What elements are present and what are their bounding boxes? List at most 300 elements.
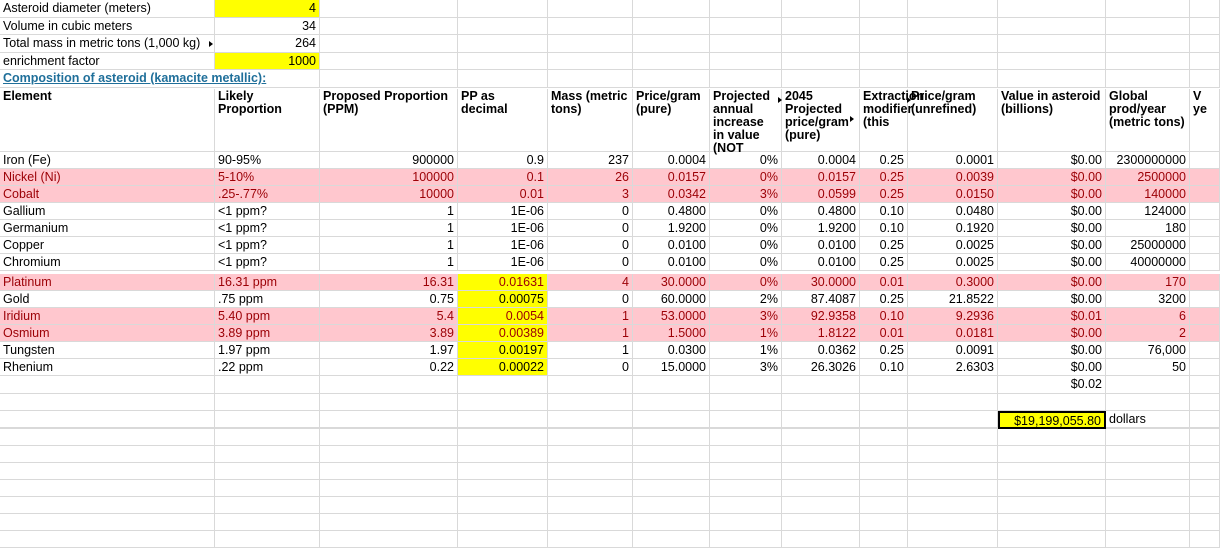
- empty-cell[interactable]: [1190, 342, 1220, 359]
- empty-cell[interactable]: [1190, 531, 1220, 548]
- empty-cell[interactable]: [1190, 220, 1220, 237]
- cell-ext[interactable]: [860, 325, 908, 342]
- empty-cell[interactable]: [458, 0, 548, 18]
- empty-cell[interactable]: [998, 70, 1106, 88]
- cell-p2045[interactable]: [782, 342, 860, 359]
- cell-unref[interactable]: [908, 291, 998, 308]
- cell-element[interactable]: [0, 152, 215, 169]
- empty-cell[interactable]: [633, 376, 710, 394]
- empty-cell[interactable]: [320, 18, 458, 36]
- param-label[interactable]: [0, 18, 215, 36]
- empty-cell[interactable]: [1190, 446, 1220, 463]
- cell-ppm[interactable]: [320, 254, 458, 271]
- cell-inc[interactable]: [710, 274, 782, 291]
- empty-cell[interactable]: [998, 446, 1106, 463]
- empty-cell[interactable]: [458, 70, 548, 88]
- empty-cell[interactable]: [633, 394, 710, 411]
- cell-inc[interactable]: [710, 254, 782, 271]
- cell-element[interactable]: [0, 220, 215, 237]
- empty-cell[interactable]: [782, 0, 860, 18]
- empty-cell[interactable]: [860, 480, 908, 497]
- empty-cell[interactable]: [1190, 0, 1220, 18]
- empty-cell[interactable]: [998, 463, 1106, 480]
- cell-price[interactable]: [633, 169, 710, 186]
- empty-cell[interactable]: [1106, 463, 1190, 480]
- cell-pp[interactable]: [458, 291, 548, 308]
- cell-mass[interactable]: [548, 186, 633, 203]
- cell-price[interactable]: [633, 254, 710, 271]
- empty-cell[interactable]: [860, 70, 908, 88]
- empty-cell[interactable]: [1190, 376, 1220, 394]
- column-header[interactable]: [908, 89, 998, 152]
- empty-cell[interactable]: [0, 446, 215, 463]
- cell-prod[interactable]: [1106, 169, 1190, 186]
- empty-cell[interactable]: [458, 497, 548, 514]
- cell-unref[interactable]: [908, 342, 998, 359]
- empty-cell[interactable]: [458, 463, 548, 480]
- empty-cell[interactable]: [998, 18, 1106, 36]
- empty-cell[interactable]: [998, 480, 1106, 497]
- empty-cell[interactable]: [548, 18, 633, 36]
- empty-cell[interactable]: [1106, 53, 1190, 71]
- cell-mass[interactable]: [548, 359, 633, 376]
- cell-mass[interactable]: [548, 254, 633, 271]
- cell-inc[interactable]: [710, 291, 782, 308]
- empty-cell[interactable]: [548, 70, 633, 88]
- empty-cell[interactable]: [860, 411, 908, 429]
- empty-cell[interactable]: [320, 463, 458, 480]
- cell-element[interactable]: [0, 186, 215, 203]
- cell-likely[interactable]: [215, 359, 320, 376]
- cell-p2045[interactable]: [782, 237, 860, 254]
- empty-cell[interactable]: [1106, 531, 1190, 548]
- empty-cell[interactable]: [908, 394, 998, 411]
- composition-title[interactable]: [0, 70, 320, 88]
- cell-inc[interactable]: [710, 186, 782, 203]
- empty-cell[interactable]: [0, 531, 215, 548]
- empty-cell[interactable]: [320, 376, 458, 394]
- empty-cell[interactable]: [998, 531, 1106, 548]
- empty-cell[interactable]: [633, 35, 710, 53]
- empty-cell[interactable]: [908, 531, 998, 548]
- cell-inc[interactable]: [710, 169, 782, 186]
- cell-inc[interactable]: [710, 203, 782, 220]
- empty-cell[interactable]: [1190, 394, 1220, 411]
- empty-cell[interactable]: [860, 35, 908, 53]
- cell-pp[interactable]: [458, 152, 548, 169]
- cell-mass[interactable]: [548, 274, 633, 291]
- empty-cell[interactable]: [548, 411, 633, 429]
- empty-cell[interactable]: [633, 446, 710, 463]
- empty-cell[interactable]: [1190, 274, 1220, 291]
- column-header[interactable]: [0, 89, 215, 152]
- cell-element[interactable]: [0, 254, 215, 271]
- cell-unref[interactable]: [908, 308, 998, 325]
- empty-cell[interactable]: [458, 411, 548, 429]
- cell-price[interactable]: [633, 220, 710, 237]
- empty-cell[interactable]: [458, 35, 548, 53]
- empty-cell[interactable]: [320, 0, 458, 18]
- cell-mass[interactable]: [548, 220, 633, 237]
- empty-cell[interactable]: [0, 376, 215, 394]
- total-value[interactable]: [998, 376, 1106, 394]
- cell-value[interactable]: [998, 325, 1106, 342]
- cell-inc[interactable]: [710, 342, 782, 359]
- empty-cell[interactable]: [710, 18, 782, 36]
- empty-cell[interactable]: [0, 514, 215, 531]
- cell-ext[interactable]: [860, 291, 908, 308]
- cell-ext[interactable]: [860, 203, 908, 220]
- empty-cell[interactable]: [860, 429, 908, 446]
- empty-cell[interactable]: [633, 53, 710, 71]
- empty-cell[interactable]: [710, 35, 782, 53]
- empty-cell[interactable]: [215, 514, 320, 531]
- empty-cell[interactable]: [1106, 394, 1190, 411]
- cell-ppm[interactable]: [320, 152, 458, 169]
- cell-element[interactable]: [0, 237, 215, 254]
- empty-cell[interactable]: [782, 35, 860, 53]
- cell-likely[interactable]: [215, 220, 320, 237]
- empty-cell[interactable]: [458, 531, 548, 548]
- cell-ppm[interactable]: [320, 220, 458, 237]
- empty-cell[interactable]: [1190, 411, 1220, 429]
- empty-cell[interactable]: [1190, 18, 1220, 36]
- empty-cell[interactable]: [860, 514, 908, 531]
- empty-cell[interactable]: [1106, 446, 1190, 463]
- cell-ext[interactable]: [860, 342, 908, 359]
- cell-mass[interactable]: [548, 291, 633, 308]
- empty-cell[interactable]: [548, 446, 633, 463]
- empty-cell[interactable]: [215, 446, 320, 463]
- empty-cell[interactable]: [860, 446, 908, 463]
- param-label[interactable]: [0, 0, 215, 18]
- empty-cell[interactable]: [0, 429, 215, 446]
- empty-cell[interactable]: [908, 429, 998, 446]
- empty-cell[interactable]: [782, 446, 860, 463]
- empty-cell[interactable]: [908, 35, 998, 53]
- empty-cell[interactable]: [1106, 0, 1190, 18]
- empty-cell[interactable]: [320, 446, 458, 463]
- empty-cell[interactable]: [1190, 480, 1220, 497]
- empty-cell[interactable]: [860, 497, 908, 514]
- cell-p2045[interactable]: [782, 325, 860, 342]
- empty-cell[interactable]: [710, 394, 782, 411]
- empty-cell[interactable]: [908, 497, 998, 514]
- cell-prod[interactable]: [1106, 203, 1190, 220]
- empty-cell[interactable]: [215, 394, 320, 411]
- empty-cell[interactable]: [458, 18, 548, 36]
- cell-inc[interactable]: [710, 308, 782, 325]
- cell-ext[interactable]: [860, 274, 908, 291]
- empty-cell[interactable]: [458, 53, 548, 71]
- cell-p2045[interactable]: [782, 254, 860, 271]
- empty-cell[interactable]: [215, 497, 320, 514]
- cell-prod[interactable]: [1106, 291, 1190, 308]
- cell-likely[interactable]: [215, 237, 320, 254]
- cell-ppm[interactable]: [320, 359, 458, 376]
- empty-cell[interactable]: [320, 35, 458, 53]
- cell-unref[interactable]: [908, 203, 998, 220]
- cell-value[interactable]: [998, 186, 1106, 203]
- empty-cell[interactable]: [710, 411, 782, 429]
- cell-value[interactable]: [998, 274, 1106, 291]
- empty-cell[interactable]: [1190, 514, 1220, 531]
- empty-cell[interactable]: [860, 18, 908, 36]
- empty-cell[interactable]: [860, 394, 908, 411]
- cell-mass[interactable]: [548, 342, 633, 359]
- empty-cell[interactable]: [908, 53, 998, 71]
- empty-cell[interactable]: [1190, 152, 1220, 169]
- empty-cell[interactable]: [1190, 463, 1220, 480]
- cell-ext[interactable]: [860, 169, 908, 186]
- cell-prod[interactable]: [1106, 186, 1190, 203]
- cell-price[interactable]: [633, 203, 710, 220]
- empty-cell[interactable]: [1190, 186, 1220, 203]
- column-header[interactable]: [998, 89, 1106, 152]
- empty-cell[interactable]: [782, 376, 860, 394]
- empty-cell[interactable]: [0, 497, 215, 514]
- empty-cell[interactable]: [998, 35, 1106, 53]
- cell-unref[interactable]: [908, 237, 998, 254]
- cell-element[interactable]: [0, 359, 215, 376]
- cell-unref[interactable]: [908, 220, 998, 237]
- cell-mass[interactable]: [548, 237, 633, 254]
- empty-cell[interactable]: [633, 429, 710, 446]
- cell-ppm[interactable]: [320, 237, 458, 254]
- empty-cell[interactable]: [1190, 291, 1220, 308]
- empty-cell[interactable]: [782, 480, 860, 497]
- cell-unref[interactable]: [908, 325, 998, 342]
- cell-likely[interactable]: [215, 274, 320, 291]
- empty-cell[interactable]: [710, 497, 782, 514]
- empty-cell[interactable]: [782, 514, 860, 531]
- empty-cell[interactable]: [633, 411, 710, 429]
- param-value[interactable]: [215, 18, 320, 36]
- empty-cell[interactable]: [1106, 70, 1190, 88]
- empty-cell[interactable]: [1190, 359, 1220, 376]
- cell-likely[interactable]: [215, 291, 320, 308]
- empty-cell[interactable]: [1106, 514, 1190, 531]
- param-value[interactable]: [215, 35, 320, 53]
- empty-cell[interactable]: [908, 463, 998, 480]
- empty-cell[interactable]: [1190, 35, 1220, 53]
- cell-unref[interactable]: [908, 254, 998, 271]
- cell-unref[interactable]: [908, 152, 998, 169]
- cell-ext[interactable]: [860, 186, 908, 203]
- cell-prod[interactable]: [1106, 220, 1190, 237]
- cell-ppm[interactable]: [320, 342, 458, 359]
- empty-cell[interactable]: [1190, 53, 1220, 71]
- empty-cell[interactable]: [1190, 254, 1220, 271]
- cell-likely[interactable]: [215, 254, 320, 271]
- cell-p2045[interactable]: [782, 186, 860, 203]
- empty-cell[interactable]: [710, 429, 782, 446]
- empty-cell[interactable]: [998, 514, 1106, 531]
- empty-cell[interactable]: [1190, 308, 1220, 325]
- empty-cell[interactable]: [908, 411, 998, 429]
- empty-cell[interactable]: [782, 429, 860, 446]
- empty-cell[interactable]: [548, 53, 633, 71]
- param-label[interactable]: [0, 35, 215, 53]
- empty-cell[interactable]: [782, 463, 860, 480]
- column-header[interactable]: [548, 89, 633, 152]
- empty-cell[interactable]: [320, 480, 458, 497]
- empty-cell[interactable]: [1106, 429, 1190, 446]
- cell-value[interactable]: [998, 220, 1106, 237]
- empty-cell[interactable]: [548, 463, 633, 480]
- cell-mass[interactable]: [548, 152, 633, 169]
- empty-cell[interactable]: [782, 394, 860, 411]
- cell-price[interactable]: [633, 274, 710, 291]
- param-label[interactable]: [0, 53, 215, 71]
- column-header[interactable]: [860, 89, 925, 152]
- cell-likely[interactable]: [215, 325, 320, 342]
- cell-element[interactable]: [0, 308, 215, 325]
- empty-cell[interactable]: [860, 0, 908, 18]
- empty-cell[interactable]: [320, 531, 458, 548]
- cell-p2045[interactable]: [782, 203, 860, 220]
- empty-cell[interactable]: [1190, 70, 1220, 88]
- cell-ext[interactable]: [860, 308, 908, 325]
- empty-cell[interactable]: [782, 70, 860, 88]
- column-header[interactable]: [1190, 89, 1220, 152]
- empty-cell[interactable]: [1190, 203, 1220, 220]
- cell-pp[interactable]: [458, 220, 548, 237]
- cell-value[interactable]: [998, 169, 1106, 186]
- empty-cell[interactable]: [908, 376, 998, 394]
- empty-cell[interactable]: [1106, 18, 1190, 36]
- empty-cell[interactable]: [458, 480, 548, 497]
- empty-cell[interactable]: [215, 480, 320, 497]
- cell-mass[interactable]: [548, 308, 633, 325]
- empty-cell[interactable]: [1106, 480, 1190, 497]
- empty-cell[interactable]: [998, 53, 1106, 71]
- empty-cell[interactable]: [548, 376, 633, 394]
- empty-cell[interactable]: [320, 70, 458, 88]
- empty-cell[interactable]: [860, 53, 908, 71]
- empty-cell[interactable]: [320, 411, 458, 429]
- cell-likely[interactable]: [215, 169, 320, 186]
- cell-p2045[interactable]: [782, 359, 860, 376]
- cell-pp[interactable]: [458, 203, 548, 220]
- empty-cell[interactable]: [215, 429, 320, 446]
- cell-ppm[interactable]: [320, 308, 458, 325]
- cell-ppm[interactable]: [320, 186, 458, 203]
- empty-cell[interactable]: [1106, 376, 1190, 394]
- cell-ppm[interactable]: [320, 291, 458, 308]
- empty-cell[interactable]: [860, 463, 908, 480]
- cell-pp[interactable]: [458, 359, 548, 376]
- empty-cell[interactable]: [0, 411, 215, 429]
- empty-cell[interactable]: [1190, 429, 1220, 446]
- cell-likely[interactable]: [215, 152, 320, 169]
- empty-cell[interactable]: [710, 514, 782, 531]
- empty-cell[interactable]: [782, 531, 860, 548]
- cell-price[interactable]: [633, 152, 710, 169]
- cell-likely[interactable]: [215, 342, 320, 359]
- empty-cell[interactable]: [1106, 497, 1190, 514]
- empty-cell[interactable]: [548, 35, 633, 53]
- empty-cell[interactable]: [998, 394, 1106, 411]
- cell-prod[interactable]: [1106, 342, 1190, 359]
- cell-unref[interactable]: [908, 359, 998, 376]
- cell-element[interactable]: [0, 342, 215, 359]
- empty-cell[interactable]: [710, 531, 782, 548]
- empty-cell[interactable]: [548, 394, 633, 411]
- cell-mass[interactable]: [548, 169, 633, 186]
- cell-inc[interactable]: [710, 237, 782, 254]
- empty-cell[interactable]: [633, 0, 710, 18]
- cell-likely[interactable]: [215, 186, 320, 203]
- empty-cell[interactable]: [908, 446, 998, 463]
- empty-cell[interactable]: [908, 18, 998, 36]
- empty-cell[interactable]: [710, 0, 782, 18]
- cell-element[interactable]: [0, 274, 215, 291]
- cell-pp[interactable]: [458, 308, 548, 325]
- cell-inc[interactable]: [710, 359, 782, 376]
- cell-mass[interactable]: [548, 325, 633, 342]
- column-header[interactable]: [633, 89, 710, 152]
- cell-p2045[interactable]: [782, 152, 860, 169]
- cell-pp[interactable]: [458, 325, 548, 342]
- cell-inc[interactable]: [710, 220, 782, 237]
- empty-cell[interactable]: [320, 394, 458, 411]
- empty-cell[interactable]: [710, 480, 782, 497]
- empty-cell[interactable]: [633, 514, 710, 531]
- empty-cell[interactable]: [1190, 497, 1220, 514]
- cell-pp[interactable]: [458, 254, 548, 271]
- cell-value[interactable]: [998, 291, 1106, 308]
- cell-pp[interactable]: [458, 186, 548, 203]
- column-header[interactable]: [215, 89, 320, 152]
- empty-cell[interactable]: [710, 446, 782, 463]
- empty-cell[interactable]: [1190, 325, 1220, 342]
- cell-price[interactable]: [633, 308, 710, 325]
- cell-value[interactable]: [998, 342, 1106, 359]
- cell-ppm[interactable]: [320, 274, 458, 291]
- cell-price[interactable]: [633, 291, 710, 308]
- empty-cell[interactable]: [458, 514, 548, 531]
- empty-cell[interactable]: [782, 18, 860, 36]
- cell-prod[interactable]: [1106, 359, 1190, 376]
- cell-ext[interactable]: [860, 254, 908, 271]
- cell-p2045[interactable]: [782, 274, 860, 291]
- cell-p2045[interactable]: [782, 220, 860, 237]
- cell-unref[interactable]: [908, 186, 998, 203]
- empty-cell[interactable]: [782, 497, 860, 514]
- empty-cell[interactable]: [633, 531, 710, 548]
- empty-cell[interactable]: [215, 463, 320, 480]
- grand-total-value[interactable]: [998, 411, 1106, 429]
- cell-price[interactable]: [633, 237, 710, 254]
- column-header[interactable]: [320, 89, 458, 152]
- empty-cell[interactable]: [633, 70, 710, 88]
- empty-cell[interactable]: [782, 411, 860, 429]
- empty-cell[interactable]: [633, 18, 710, 36]
- empty-cell[interactable]: [782, 53, 860, 71]
- empty-cell[interactable]: [710, 376, 782, 394]
- cell-value[interactable]: [998, 237, 1106, 254]
- cell-value[interactable]: [998, 203, 1106, 220]
- empty-cell[interactable]: [215, 376, 320, 394]
- empty-cell[interactable]: [908, 70, 998, 88]
- empty-cell[interactable]: [548, 514, 633, 531]
- empty-cell[interactable]: [320, 429, 458, 446]
- empty-cell[interactable]: [548, 531, 633, 548]
- cell-price[interactable]: [633, 342, 710, 359]
- column-header[interactable]: [1106, 89, 1190, 152]
- cell-element[interactable]: [0, 291, 215, 308]
